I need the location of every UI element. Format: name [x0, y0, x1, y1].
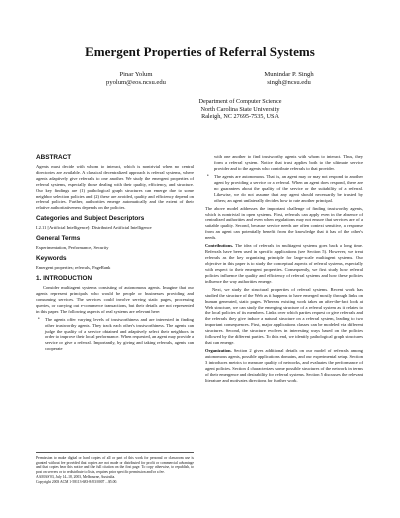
permission-copyright: Copyright 2003 ACM 1-58113-683-8/03/0007 ...$5.00. — [36, 479, 118, 484]
terms-heading: General Terms — [36, 235, 81, 243]
author-1 — [82, 71, 190, 88]
affiliation-line: North Carolina State University — [200, 105, 280, 113]
categories-text: I.2.11 [Artificial Intelligence]: Distributed Artificial Intelligence — [36, 225, 152, 231]
affiliation-line: Department of Computer Science — [198, 98, 282, 105]
keywords-text: Emergent properties; referrals, PageRank — [36, 265, 111, 271]
author-name: Pinar Yolum — [119, 71, 153, 78]
affiliation — [140, 98, 340, 121]
body-paragraph: The above model addresses the important challenge of finding trustworthy agents, which is nontrivial in open systems. First, referrals can apply even in the absence of centralized authorities and even when regulations may not ensure that services are of a suitable quality. Second, because service needs are often context sensitive, a response from an agent can potentially benefit from the knowledge that it has of the other's needs. — [205, 205, 363, 241]
right-column — [205, 154, 363, 386]
affiliation-line: Raleigh, NC 27695-7535, USA — [201, 113, 279, 121]
permission-text: Permission to make digital or hard copies of all or part of this work for personal or classroom use is granted without fee provided that copies are not made or distributed for profit or commercial advantage and that copies bear this notice and the full citation on the first page. To copy otherwise, to republish, to post on servers or to redistribute to lists, requires prior specific permission and/or a fee. — [36, 456, 194, 475]
keywords-heading: Keywords — [36, 255, 67, 263]
bullet-icon: • — [207, 173, 209, 179]
bullet-item — [36, 317, 194, 352]
bullet-icon: • — [38, 316, 40, 322]
permission-venue: AAMAS'03, July 14–18, 2003, Melbourne, Australia. — [36, 474, 116, 479]
bullet-text: with one another to find trustworthy agents with whom to interact. Thus, they form a referral system. Notice that trust applies both to the ultimate service provider and to the agents who contribute referrals to that provider. — [214, 154, 363, 171]
left-column — [36, 154, 194, 354]
organization-label: Organization. — [205, 348, 232, 354]
terms-text: Experimentation, Performance, Security — [36, 245, 109, 251]
body-paragraph: Next, we study the structural properties of referral systems. Recent work has studied the structure of the Web as it happens to have emerged mostly through links on human generated, static pages. Whereas existing work takes an after-the-fact look at Web structure, we can study the emerging structure of a referral system as it relates to the local policies of its members. Links over which parties request or give referrals and the referrals they give induce a natural structure on a referral system, leading to two important consequences. First, major applications classes can be modeled via different structures. Second, the structure evolves in interesting ways based on the policies followed by the different parties. To this end, we identify pathological graph structures that can emerge. — [205, 286, 363, 345]
author-email: pyolum@eos.ncsu.edu — [106, 79, 166, 87]
permission-notice — [36, 452, 194, 484]
author-email: singh@ncsu.edu — [267, 79, 311, 87]
categories-heading: Categories and Subject Descriptors — [36, 215, 145, 223]
bullet-text: The agents are autonomous. That is, an agent may or may not respond to another agent by providing a service or a referral. When an agent does respond, there are no guarantees about the quality of the service or the suitability of a referral. Likewise, we do not assume that any agent should necessarily be trusted by others; an agent unilaterally decides how to rate another principal. — [214, 173, 363, 203]
contributions-label: Contributions. — [205, 243, 234, 249]
bullet-text: The agents offer varying levels of trustworthiness and are interested in finding other trustworthy agents. They track each other's trustworthiness. The agents can judge the quality of a service obtained and adaptively select their neighbors in order to improve their local performance. When requested, an agent may provide a service or give a referral. Importantly, by giving and taking referrals, agents can cooperate — [45, 316, 194, 352]
abstract-heading: ABSTRACT — [36, 154, 72, 161]
author-2 — [235, 71, 343, 88]
organization-paragraph — [205, 348, 363, 383]
introduction-heading: 1. INTRODUCTION — [36, 274, 93, 282]
bullet-continuation — [205, 154, 363, 172]
contributions-paragraph — [205, 243, 363, 284]
organization-text: Section 2 gives additional details on our model of referrals among autonomous agents, possible applications domains, and our experimental setup. Section 3 introduces metrics to measure quality of networks, and evaluates the performance of agent policies. Section 4 characterizes some possible structures of the network in terms of their emergence and desirability for referral systems. Section 5 discusses the relevant literature and motivates directions for further work. — [205, 348, 363, 383]
author-block — [0, 71, 400, 141]
intro-paragraph: Consider multiagent systems consisting of autonomous agents. Imagine that our agents represent principals who would be people or businesses providing and consuming services. The services could involve serving static pages, processing queries, or carrying out e-commerce transactions, but their details are not represented in this paper. The following aspects of real systems are relevant here: — [36, 284, 194, 314]
paper-title: Emergent Properties of Referral Systems — [85, 44, 315, 59]
contributions-text: The idea of referrals in multiagent systems goes back a long time. Referrals have been used in specific applications (see Section 5). However, we treat referrals as the key organizing principle for large-scale multiagent systems. Our objective in this paper is to study the conceptual aspects of referral systems, especially with respect to their emergent properties. Consequently, we first study how referral policies influence the quality and efficiency of referral systems and how these policies influence the way authorities emerge. — [205, 243, 363, 284]
author-name: Munindar P. Singh — [264, 71, 314, 78]
bullet-item — [205, 174, 363, 204]
abstract-text: Agents must decide with whom to interact, which is nontrivial when no central directories are available. A classical decentralized approach is referral systems, where agents adaptively give referrals to one another. We study the emergent properties of referral systems, especially those dealing with their quality, efficiency, and structure. Our key findings are (1) pathological graph structures can emerge due to some neighbor selection policies and (2) these are avoided, quality and efficiency depend on referral policies. Further, authorities emerge automatically and the extent of their relative authoritativeness depends on the policies. — [36, 164, 194, 211]
